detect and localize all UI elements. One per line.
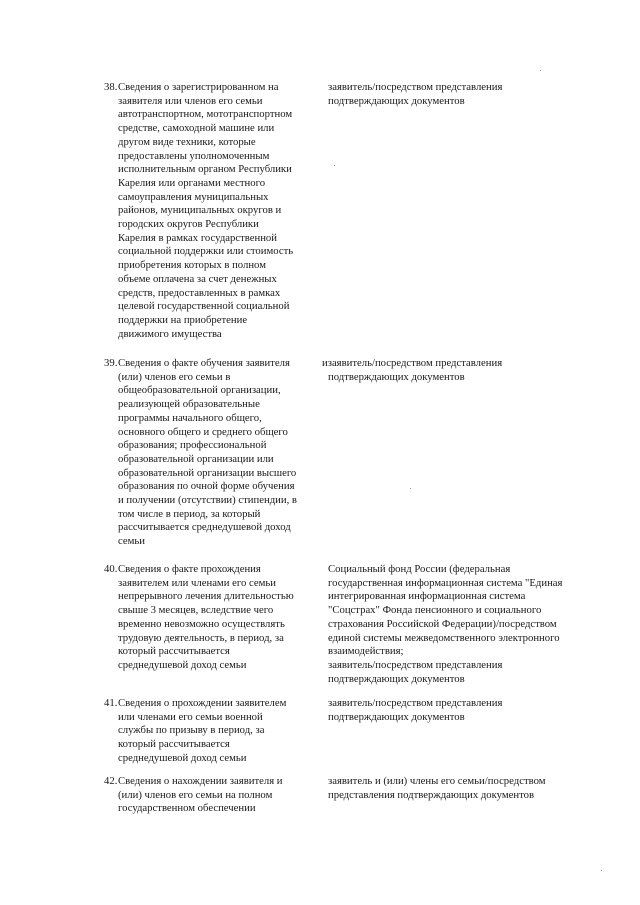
- source-line: заявитель/посредством представления: [328, 658, 503, 671]
- description-line: среднедушевой доход семьи: [118, 751, 247, 764]
- description-line: Сведения о факте обучения заявителя: [118, 357, 290, 369]
- description-line: Сведения о факте прохождения: [118, 563, 261, 575]
- description-line: семьи: [118, 535, 145, 548]
- description-line: Карелия или органами местного: [118, 176, 266, 189]
- description-line: предоставлены уполномоченным: [118, 149, 270, 162]
- source-line: страхования Российской Федерации)/посредством: [328, 617, 557, 630]
- item-source: [328, 697, 618, 724]
- source-line: подтверждающих документов: [328, 672, 465, 685]
- item-number: 38.: [104, 81, 118, 93]
- description-line: временно невозможно осуществлять: [118, 617, 285, 630]
- description-line: образования по очной форме обучения: [118, 480, 295, 493]
- description-line: районов, муниципальных округов и: [118, 204, 282, 217]
- description-line: образовательной организации высшего: [118, 466, 297, 479]
- description-line: непрерывного лечения длительностью: [118, 590, 294, 603]
- description-line: государственном обеспечении: [118, 802, 256, 815]
- description-line: Сведения о зарегистрированном на: [118, 81, 279, 93]
- source-line: интегрированная информационная система: [328, 590, 526, 603]
- source-line: подтверждающих документов: [328, 370, 465, 383]
- description-line: который рассчитывается: [118, 645, 230, 658]
- source-line: представления подтверждающих документов: [328, 788, 535, 801]
- scan-speck: [601, 870, 602, 871]
- description-line: городских округов Республики: [118, 218, 259, 231]
- description-line: свыше 3 месяцев, вследствие чего: [118, 604, 274, 617]
- description-line: который рассчитывается: [118, 738, 230, 751]
- scan-speck: [334, 165, 335, 166]
- description-line: исполнительным органом Республики: [118, 163, 292, 176]
- description-line: образования; профессиональной: [118, 439, 267, 452]
- scan-speck: [540, 70, 541, 71]
- source-line: Социальный фонд России (федеральная: [328, 563, 511, 575]
- description-line: Сведения о прохождении заявителем: [118, 697, 287, 709]
- source-line: заявитель/посредством представления: [328, 81, 503, 93]
- item-number: 39.: [104, 357, 118, 369]
- description-line: или членами его семьи военной: [118, 710, 263, 723]
- description-line: самоуправления муниципальных: [118, 190, 269, 203]
- description-line: другом виде техники, которые: [118, 135, 256, 148]
- description-line: средстве, самоходной машине или: [118, 122, 275, 135]
- description-line: социальной поддержки или стоимость: [118, 245, 294, 258]
- description-line: заявителем или членами его семьи: [118, 576, 276, 589]
- item-description: [118, 697, 330, 766]
- item-description: [118, 775, 330, 816]
- description-line: средств, предоставленных в рамках: [118, 286, 281, 299]
- source-line: государственная информационная система "Единая: [328, 576, 563, 589]
- description-line: том числе в период, за который: [118, 507, 261, 520]
- description-line: основного общего и среднего общего: [118, 425, 288, 438]
- description-line: Карелия в рамках государственной: [118, 231, 277, 244]
- source-line: подтверждающих документов: [328, 710, 465, 723]
- description-line: образовательной организации или: [118, 452, 274, 465]
- item-source: [328, 81, 618, 108]
- item-number: 40.: [104, 563, 118, 575]
- description-line: (или) членов его семьи в: [118, 370, 231, 383]
- item-number: 42.: [104, 775, 118, 787]
- description-line: заявителя или членов его семьи: [118, 94, 263, 107]
- item-number: 41.: [104, 697, 118, 709]
- description-line: программы начального общего,: [118, 411, 262, 424]
- description-line: (или) членов его семьи на полном: [118, 788, 273, 801]
- description-line: движимого имущества: [118, 327, 222, 340]
- description-line: реализующей образовательные: [118, 398, 260, 411]
- source-line: изаявитель/посредством представления: [322, 357, 503, 369]
- item-description: [118, 81, 330, 341]
- description-line: целевой государственной социальной: [118, 300, 290, 313]
- description-line: и получении (отсутствии) стипендии, в: [118, 494, 297, 507]
- description-line: трудовую деятельность, в период, за: [118, 631, 284, 644]
- source-line: заявитель/посредством представления: [328, 697, 503, 709]
- item-source: [328, 563, 618, 686]
- source-line: подтверждающих документов: [328, 94, 465, 107]
- description-line: среднедушевой доход семьи: [118, 658, 247, 671]
- description-line: объеме оплачена за счет денежных: [118, 272, 277, 285]
- description-line: службы по призыву в период, за: [118, 724, 265, 737]
- item-source: [322, 357, 618, 384]
- item-source: [328, 775, 618, 802]
- description-line: общеобразовательной организации,: [118, 384, 281, 397]
- description-line: рассчитывается среднедушевой доход: [118, 521, 291, 534]
- description-line: поддержки на приобретение: [118, 313, 248, 326]
- description-line: автотранспортном, мототранспортном: [118, 108, 293, 121]
- source-line: единой системы межведомственного электронного: [328, 631, 560, 644]
- source-line: взаимодействия;: [328, 645, 404, 658]
- item-description: [118, 357, 330, 549]
- scan-speck: [410, 488, 411, 489]
- description-line: Сведения о нахождении заявителя и: [118, 775, 283, 787]
- item-description: [118, 563, 330, 673]
- source-line: "Соцстрах" Фонда пенсионного и социального: [328, 604, 542, 617]
- source-line: заявитель и (или) члены его семьи/посредством: [328, 775, 546, 787]
- description-line: приобретения которых в полном: [118, 259, 266, 272]
